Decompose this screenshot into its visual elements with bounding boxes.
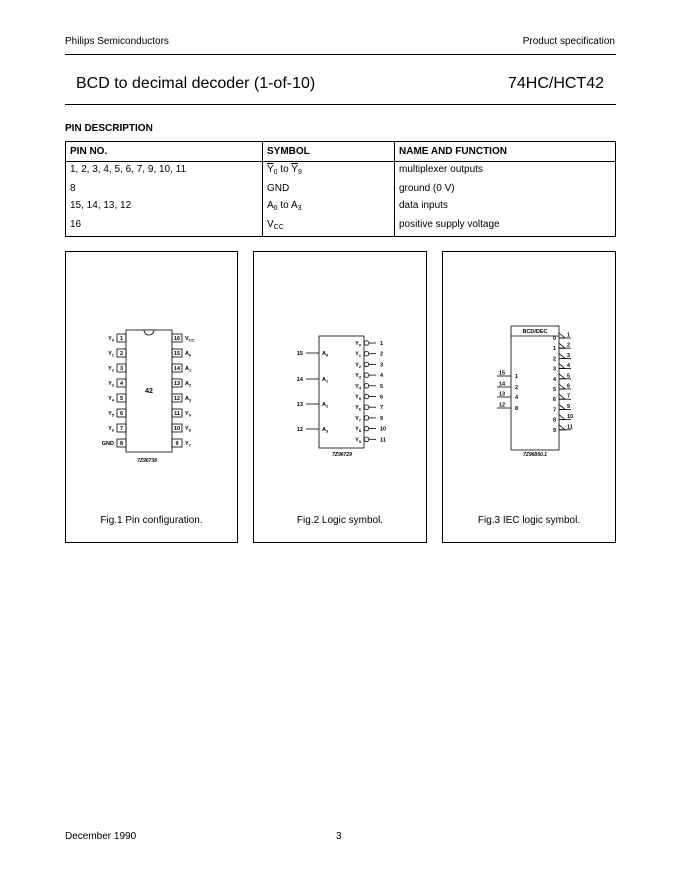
input-pin-number: 14	[499, 381, 506, 388]
polarity-indicator	[559, 333, 565, 338]
input-label: $A_3$	[322, 427, 329, 434]
output-pin-number: 11	[380, 437, 386, 444]
pin-label: $Y_2$	[108, 366, 114, 373]
output-pin-number: 4	[567, 363, 571, 370]
output-label: $Y_1$	[355, 351, 361, 359]
output-label: $Y_5$	[355, 394, 361, 401]
output-pin-number: 6	[567, 383, 571, 390]
output-label: $Y_3$	[355, 373, 361, 380]
drawing-code: 7Z96729	[332, 452, 352, 458]
pin-description-table	[65, 141, 616, 237]
output-label: $Y_2$	[355, 362, 361, 369]
pin-number: 4	[119, 381, 124, 387]
output-index: 8	[552, 417, 556, 424]
symbol-cell: GND	[263, 181, 395, 198]
output-index: 0	[552, 336, 556, 342]
output-pin-number: 3	[380, 362, 384, 369]
table-row	[66, 217, 616, 237]
polarity-indicator	[559, 415, 565, 420]
inversion-bubble	[364, 437, 369, 442]
input-label: $A_0$	[322, 351, 329, 358]
function-cell: multiplexer outputs	[395, 162, 616, 182]
input-pin-number: 12	[296, 427, 303, 433]
pin-label: $V_{CC}$	[185, 336, 195, 343]
table-row	[66, 181, 616, 198]
input-pin-number: 15	[499, 370, 506, 377]
pin-label: $A_1$	[185, 366, 192, 373]
function-cell: positive supply voltage	[395, 217, 616, 237]
inversion-bubble	[364, 351, 369, 356]
pin-label: $A_0$	[185, 351, 192, 358]
output-label: $Y_4$	[355, 383, 361, 391]
pin-label: $Y_6$	[108, 426, 114, 433]
pin-label: $A_3$	[185, 396, 192, 403]
input-weight: 4	[515, 395, 519, 401]
polarity-indicator	[559, 384, 565, 389]
symbol-cell: $\overline{Y}_0$ to $\overline{Y}_9$	[263, 162, 395, 182]
pin-label: $Y_5$	[108, 411, 114, 418]
input-pin-number: 13	[499, 391, 506, 398]
pin-number: 7	[119, 426, 124, 432]
page-number: 3	[336, 831, 342, 842]
output-pin-number: 10	[567, 414, 574, 421]
output-pin-number: 2	[567, 342, 571, 349]
output-label: $Y_6$	[355, 405, 361, 412]
output-label: $Y_0$	[355, 341, 361, 348]
polarity-indicator	[559, 353, 565, 358]
input-label: $A_1$	[322, 377, 329, 384]
output-pin-number: 9	[380, 415, 384, 422]
output-index: 2	[552, 356, 556, 363]
output-pin-number: 5	[380, 383, 384, 390]
polarity-indicator	[559, 364, 565, 369]
output-pin-number: 5	[567, 373, 571, 380]
polarity-indicator	[559, 404, 565, 409]
pin-label: $Y_7$	[185, 441, 191, 448]
pin-number: 6	[119, 411, 124, 417]
pin-label: $Y_4$	[108, 396, 114, 403]
output-pin-number: 1	[567, 332, 571, 339]
column-header: NAME AND FUNCTION	[395, 142, 616, 162]
drawing-code: 7Z96738	[137, 458, 157, 464]
pin-number: 15	[173, 351, 181, 357]
iec-logic-symbol-diagram	[443, 252, 615, 542]
pin-label: $Y_1$	[108, 351, 114, 358]
function-cell: data inputs	[395, 198, 616, 217]
output-pin-number: 3	[567, 352, 571, 359]
input-pin-number: 13	[296, 402, 303, 408]
iec-block	[511, 326, 559, 450]
output-pin-number: 7	[567, 393, 571, 400]
pin-number: 16	[173, 336, 181, 342]
input-pin-number: 12	[499, 402, 506, 409]
figure-logic-symbol	[253, 251, 427, 543]
chip-label: 42	[145, 388, 153, 395]
inversion-bubble	[364, 362, 369, 367]
symbol-cell: $V_{CC}$	[263, 217, 395, 237]
pin-no-cell: 16	[66, 217, 263, 237]
polarity-indicator	[559, 425, 565, 430]
pin-label: $Y_9$	[185, 411, 191, 418]
pin-configuration-diagram	[66, 252, 237, 542]
pin-label: $Y_8$	[185, 426, 191, 433]
inversion-bubble	[364, 394, 369, 399]
document-type: Product specification	[522, 36, 615, 47]
pin-number: 2	[119, 351, 124, 357]
pin-number: 8	[119, 441, 124, 447]
output-pin-number: 2	[380, 351, 384, 358]
chip-notch	[144, 330, 154, 335]
pin-label: $A_2$	[185, 381, 192, 388]
pin-number: 9	[175, 441, 179, 447]
output-pin-number: 4	[380, 373, 384, 380]
output-pin-number: 9	[567, 403, 571, 410]
output-index: 3	[552, 366, 556, 373]
input-weight: 8	[515, 406, 519, 412]
figure-pin-configuration	[65, 251, 238, 543]
symbol-cell: $A_0$ to $A_3$	[263, 198, 395, 217]
output-pin-number: 11	[567, 424, 573, 431]
polarity-indicator	[559, 394, 565, 399]
output-index: 6	[552, 397, 556, 404]
output-pin-number: 10	[380, 426, 387, 433]
pin-number: 5	[119, 396, 124, 402]
polarity-indicator	[559, 374, 565, 379]
input-weight: 1	[515, 374, 519, 380]
figure-caption: Fig.2 Logic symbol.	[296, 515, 384, 526]
pin-number: 14	[173, 366, 181, 372]
pin-label: GND	[101, 441, 114, 447]
inversion-bubble	[364, 426, 369, 431]
input-pin-number: 14	[296, 377, 303, 383]
pin-number: 3	[119, 366, 124, 372]
figure-iec-logic-symbol	[442, 251, 616, 543]
pin-number: 11	[174, 411, 180, 417]
output-pin-number: 6	[380, 394, 384, 401]
output-index: 9	[552, 427, 556, 434]
polarity-indicator	[559, 343, 565, 348]
column-header: SYMBOL	[263, 142, 395, 162]
block-label: BCD/DEC	[522, 329, 548, 335]
pin-label: $Y_0$	[108, 336, 114, 343]
section-heading: PIN DESCRIPTION	[65, 123, 153, 134]
page-title: BCD to decimal decoder (1-of-10)	[76, 75, 316, 92]
table-header-row	[66, 142, 616, 162]
input-label: $A_2$	[322, 402, 329, 409]
pin-label: $Y_3$	[108, 381, 114, 388]
pin-no-cell: 15, 14, 13, 12	[66, 198, 263, 217]
part-number: 74HC/HCT42	[507, 75, 604, 92]
pin-no-cell: 1, 2, 3, 4, 5, 6, 7, 9, 10, 11	[66, 162, 263, 182]
column-header: PIN NO.	[66, 142, 263, 162]
pin-number: 12	[173, 396, 181, 402]
output-label: $Y_9$	[355, 437, 361, 444]
output-index: 1	[552, 346, 556, 353]
inversion-bubble	[364, 384, 369, 389]
figure-caption: Fig.3 IEC logic symbol.	[477, 515, 581, 526]
output-label: $Y_8$	[355, 426, 361, 434]
pin-number: 10	[173, 426, 181, 432]
drawing-code: 7Z96850.1	[523, 452, 547, 458]
pin-no-cell: 8	[66, 181, 263, 198]
company-name: Philips Semiconductors	[65, 36, 169, 47]
output-index: 5	[552, 387, 556, 393]
header-rule	[65, 54, 616, 55]
logic-symbol-diagram	[254, 252, 426, 542]
input-weight: 2	[515, 385, 519, 391]
input-pin-number: 15	[296, 351, 303, 357]
output-pin-number: 1	[380, 341, 384, 347]
output-index: 4	[552, 376, 556, 383]
output-label: $Y_7$	[355, 415, 361, 423]
pin-number: 1	[119, 336, 124, 342]
pin-number: 13	[173, 381, 181, 387]
inversion-bubble	[364, 405, 369, 410]
table-row	[66, 162, 616, 182]
footer-date: December 1990	[65, 831, 137, 842]
figure-caption: Fig.1 Pin configuration.	[100, 515, 203, 526]
table-row	[66, 198, 616, 217]
output-index: 7	[552, 407, 556, 414]
inversion-bubble	[364, 373, 369, 378]
title-rule	[65, 104, 616, 105]
function-cell: ground (0 V)	[395, 181, 616, 198]
inversion-bubble	[364, 341, 369, 346]
output-pin-number: 7	[380, 405, 384, 412]
inversion-bubble	[364, 416, 369, 421]
